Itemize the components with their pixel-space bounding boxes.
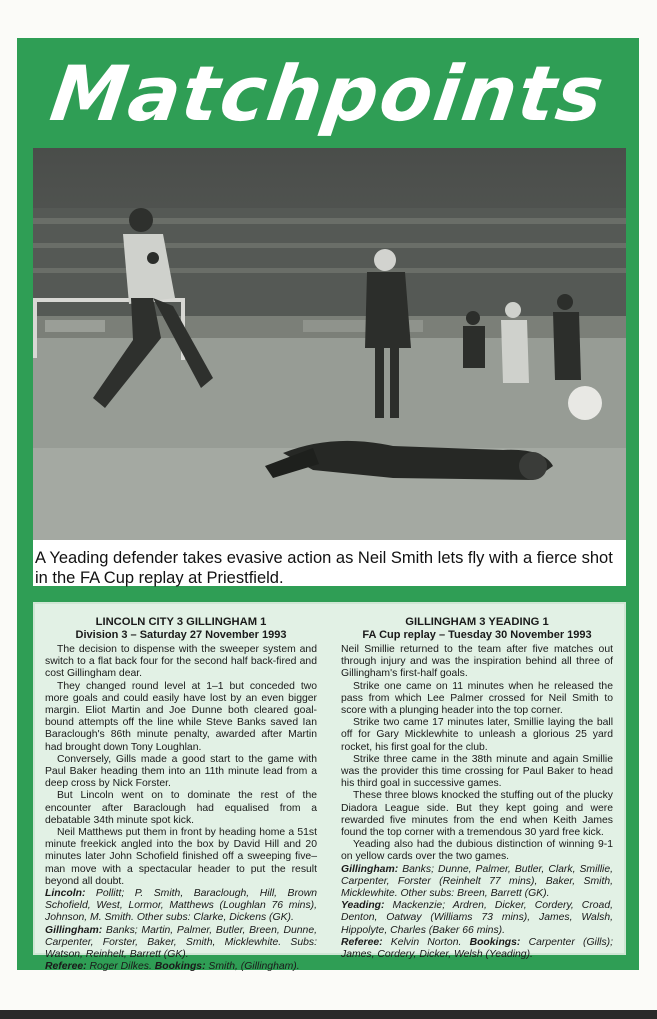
referee-line — [341, 937, 613, 961]
match-photo — [33, 148, 626, 548]
photo-caption-box — [33, 540, 626, 586]
match-reports-panel — [33, 602, 626, 973]
lineup-label: Yeading: — [341, 900, 385, 912]
lineup-label: Gillingham: — [45, 924, 103, 936]
report-paragraph: Neil Matthews put them in front by heading home a 51st minute freekick angled into the box by David Hill and 20 minutes later John Schofield finished off a sweeping five–man move with a spectacular header to put the result beyond all doubt. — [45, 827, 317, 887]
bookings-label: Bookings: — [154, 961, 206, 973]
bottom-rule — [0, 1010, 657, 1019]
report-paragraph: Strike two came 17 minutes later, Smillie laying the ball off for Gary Micklewhite to unleash a glorious 25 yard rocket, his first goal for the club. — [341, 717, 613, 753]
page-frame — [17, 38, 639, 973]
report-headline: LINCOLN CITY 3 GILLINGHAM 1 — [95, 616, 267, 628]
report-paragraph: The decision to dispense with the sweeper system and switch to a flat back four for the second half back-fired and cost Gillingham dear. — [45, 644, 317, 680]
lineup-text: Banks; Martin, Palmer, Butler, Breen, Dunne, Carpenter, Forster, Baker, Smith, Micklewhite. Subs: Watson, Reinhelt, Barrett (GK). — [45, 924, 317, 961]
lineup-text: Mackenzie; Ardren, Dicker, Cordery, Croad, Denton, Oatway (Williams 73 mins), James, Walsh, Hippolyte, Charles (Baker 66 mins). — [341, 900, 613, 936]
gillingham-yeading-report — [341, 616, 613, 961]
lineup-text: Pollitt; P. Smith, Baraclough, Hill, Brown Schofield, West, Lormor, Matthews (Loughlan 76 mins), Johnson, M. Smith. Other subs: Clarke, Dickens (GK). — [45, 888, 317, 924]
lincoln-gillingham-report — [45, 616, 317, 973]
report-subhead: FA Cup replay – Tuesday 30 November 1993 — [362, 629, 592, 641]
bookings-label: Bookings: — [469, 936, 521, 948]
lineup-label: Gillingham: — [341, 863, 399, 875]
report-paragraph: Strike three came in the 38th minute and again Smillie was the provider this time crossing for Paul Baker to head his third goal in successive games. — [341, 753, 613, 790]
lineup-label: Lincoln: — [45, 888, 86, 900]
lincoln-lineup — [45, 888, 317, 925]
report-paragraph: These three blows knocked the stuffing out of the plucky Diadora League side. But they kept going and were rewarded five minutes from the end when Keith James found the top corner with a tremendous 30 yard free kick. — [341, 790, 613, 839]
yeading-lineup — [341, 900, 613, 937]
referee-line — [45, 961, 317, 973]
referee-name: Roger Dilkes. — [86, 961, 155, 973]
report-subhead: Division 3 – Saturday 27 November 1993 — [75, 629, 287, 641]
match-photo-illustration — [33, 148, 626, 548]
referee-name: Kelvin Norton. — [382, 936, 470, 948]
referee-label: Referee: — [341, 936, 383, 948]
report-headline: GILLINGHAM 3 YEADING 1 — [405, 616, 549, 628]
report-paragraph: They changed round level at 1–1 but conceded two more goals and could easily have lost by an even bigger margin. Eliot Martin and Joe Dunne both cleared goal-bound attempts off the line while Steve Banks saved Ian Baraclough's 86th minute penalty, awarded after Martin had brought down Tony Loughlan. — [45, 680, 317, 753]
gillingham-lineup — [341, 864, 613, 901]
page-title: Matchpoints — [45, 49, 611, 138]
gillingham-lineup — [45, 925, 317, 962]
lineup-text: Banks; Dunne, Palmer, Butler, Clark, Smillie, Carpenter, Forster (Reinhelt 77 mins), Baker, Smith, Micklewhite. Other subs: Breen, Barrett (GK). — [341, 863, 613, 900]
report-paragraph: But Lincoln went on to dominate the rest of the encounter after Baraclough had equalised from a debatable 34th minute spot kick. — [45, 790, 317, 826]
photo-caption: A Yeading defender takes evasive action as Neil Smith lets fly with a fierce shot in the FA Cup replay at Priestfield. — [35, 549, 613, 587]
bookings-text: Smith, (Gillingham). — [205, 961, 300, 973]
report-paragraph: Yeading also had the dubious distinction of winning 9-1 on yellow cards over the two games. — [341, 839, 613, 863]
report-paragraph: Conversely, Gills made a good start to the game with Paul Baker heading them into an 11th minute lead from a deep cross by Nick Forster. — [45, 753, 317, 790]
report-paragraph: Neil Smillie returned to the team after five matches out through injury and was the inspiration behind all three of Gillingham's first-half goals. — [341, 644, 613, 680]
referee-label: Referee: — [45, 961, 87, 973]
report-paragraph: Strike one came on 11 minutes when he released the pass from which Lee Palmer crossed for Neil Smith to score with a plunging header into the top corner. — [341, 680, 613, 717]
bookings-text: Carpenter (Gills); James, Cordery, Dicker, Welsh (Yeading). — [341, 936, 613, 961]
